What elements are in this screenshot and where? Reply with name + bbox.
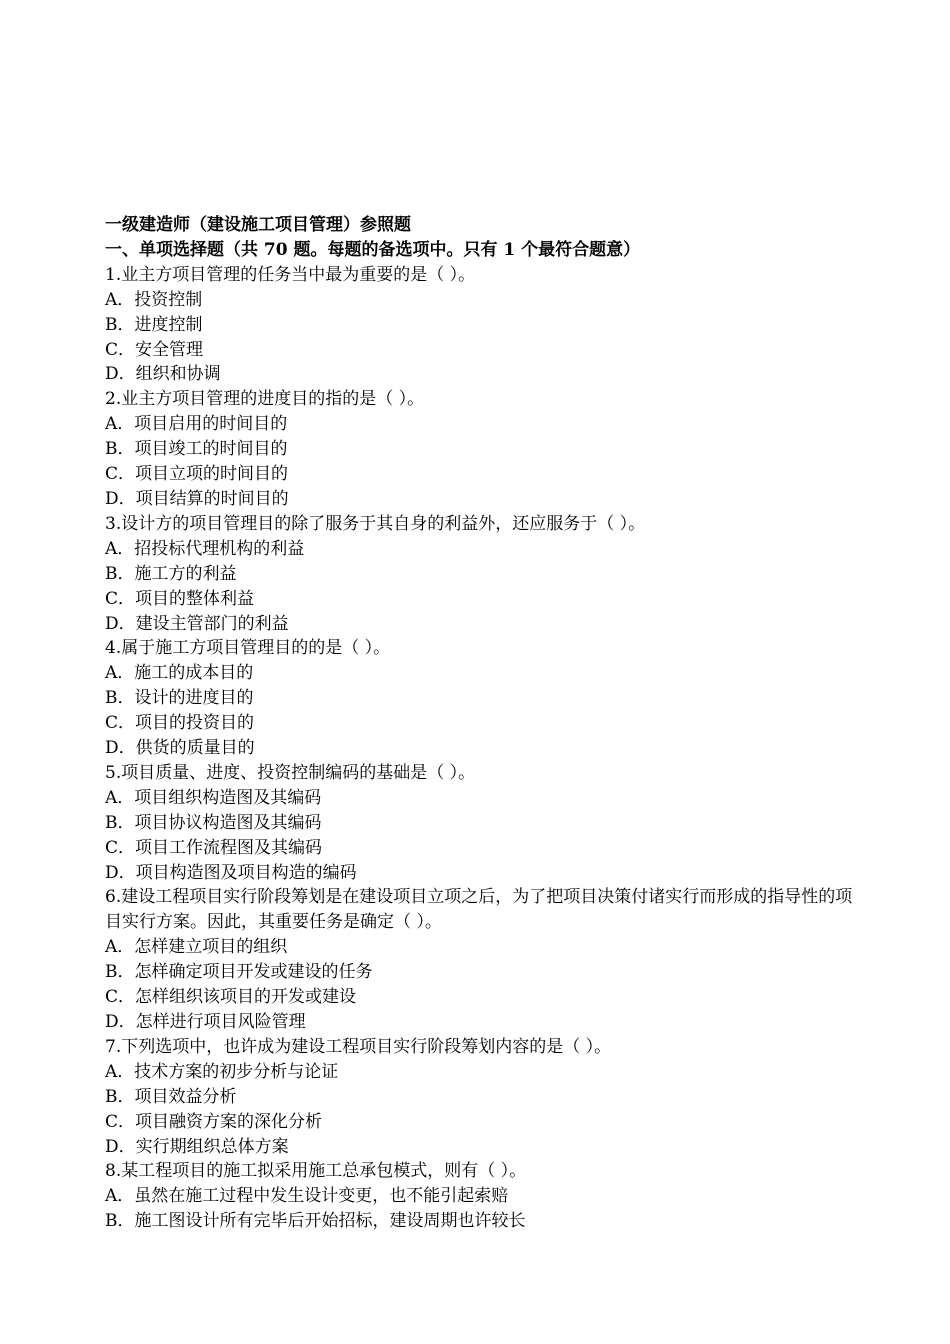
question-stem: 2.业主方项目管理的进度目的指的是（ ）。 xyxy=(105,389,425,410)
option-a: A．虽然在施工过程中发生设计变更，也不能引起索赔 xyxy=(105,1186,509,1207)
option-a: A．项目组织构造图及其编码 xyxy=(105,787,322,808)
question-stem: 8.某工程项目的施工拟采用施工总承包模式，则有（ ）。 xyxy=(105,1161,527,1182)
option-a: A．招投标代理机构的利益 xyxy=(105,538,305,559)
option-a: A．施工的成本目的 xyxy=(105,663,254,684)
question-stem: 6.建设工程项目实行阶段筹划是在建设项目立项之后，为了把项目决策付诸实行而形成的指导性的项目实行方案。因此，其重要任务是确定（ ）。 xyxy=(105,887,853,933)
option-d: D．实行期组织总体方案 xyxy=(105,1136,289,1157)
question-4 xyxy=(105,636,855,761)
document-title: 一级建造师（建设施工项目管理）参照题 xyxy=(105,215,411,235)
question-stem: 1.业主方项目管理的任务当中最为重要的是（ ）。 xyxy=(105,264,476,285)
question-1 xyxy=(105,263,855,388)
question-6 xyxy=(105,885,855,1034)
option-c: C．项目立项的时间目的 xyxy=(105,464,289,485)
option-d: D．组织和协调 xyxy=(105,364,221,385)
option-a: A．技术方案的初步分析与论证 xyxy=(105,1061,339,1082)
option-c: C．安全管理 xyxy=(105,339,204,360)
option-b: B．项目协议构造图及其编码 xyxy=(105,812,322,833)
question-stem: 3.设计方的项目管理目的除了服务于其自身的利益外，还应服务于（ ）。 xyxy=(105,513,646,534)
option-c: C．项目的整体利益 xyxy=(105,588,255,609)
option-b: B．项目效益分析 xyxy=(105,1086,237,1107)
question-5 xyxy=(105,761,855,886)
option-a: A．投资控制 xyxy=(105,289,203,310)
option-b: B．进度控制 xyxy=(105,314,203,335)
option-d: D．怎样进行项目风险管理 xyxy=(105,1012,306,1032)
option-c: C．项目的投资目的 xyxy=(105,713,255,734)
option-a: A．怎样建立项目的组织 xyxy=(105,937,288,958)
question-stem: 4.属于施工方项目管理目的的是（ ）。 xyxy=(105,638,391,659)
option-a: A．项目启用的时间目的 xyxy=(105,414,288,435)
option-d: D．供货的质量目的 xyxy=(105,738,255,759)
option-b: B．设计的进度目的 xyxy=(105,688,254,709)
option-b: B．施工图设计所有完毕后开始招标，建设周期也许较长 xyxy=(105,1211,526,1232)
option-b: B．施工方的利益 xyxy=(105,563,237,584)
question-3 xyxy=(105,512,855,637)
question-2 xyxy=(105,387,855,512)
option-d: D．建设主管部门的利益 xyxy=(105,613,289,634)
option-c: C．怎样组织该项目的开发或建设 xyxy=(105,987,357,1008)
question-8 xyxy=(105,1159,855,1234)
question-stem: 5.项目质量、进度、投资控制编码的基础是（ ）。 xyxy=(105,762,476,783)
section-heading: 一、单项选择题（共 70 题。每题的备选项中。只有 1 个最符合题意） xyxy=(105,239,641,260)
document-body xyxy=(105,213,855,1234)
option-b: B．怎样确定项目开发或建设的任务 xyxy=(105,962,373,983)
question-stem: 7.下列选项中，也许成为建设工程项目实行阶段筹划内容的是（ ）。 xyxy=(105,1036,612,1057)
question-7 xyxy=(105,1035,855,1160)
option-c: C．项目融资方案的深化分析 xyxy=(105,1111,323,1132)
option-c: C．项目工作流程图及其编码 xyxy=(105,837,323,858)
option-b: B．项目竣工的时间目的 xyxy=(105,439,288,460)
option-d: D．项目结算的时间目的 xyxy=(105,488,289,509)
option-d: D．项目构造图及项目构造的编码 xyxy=(105,862,357,883)
